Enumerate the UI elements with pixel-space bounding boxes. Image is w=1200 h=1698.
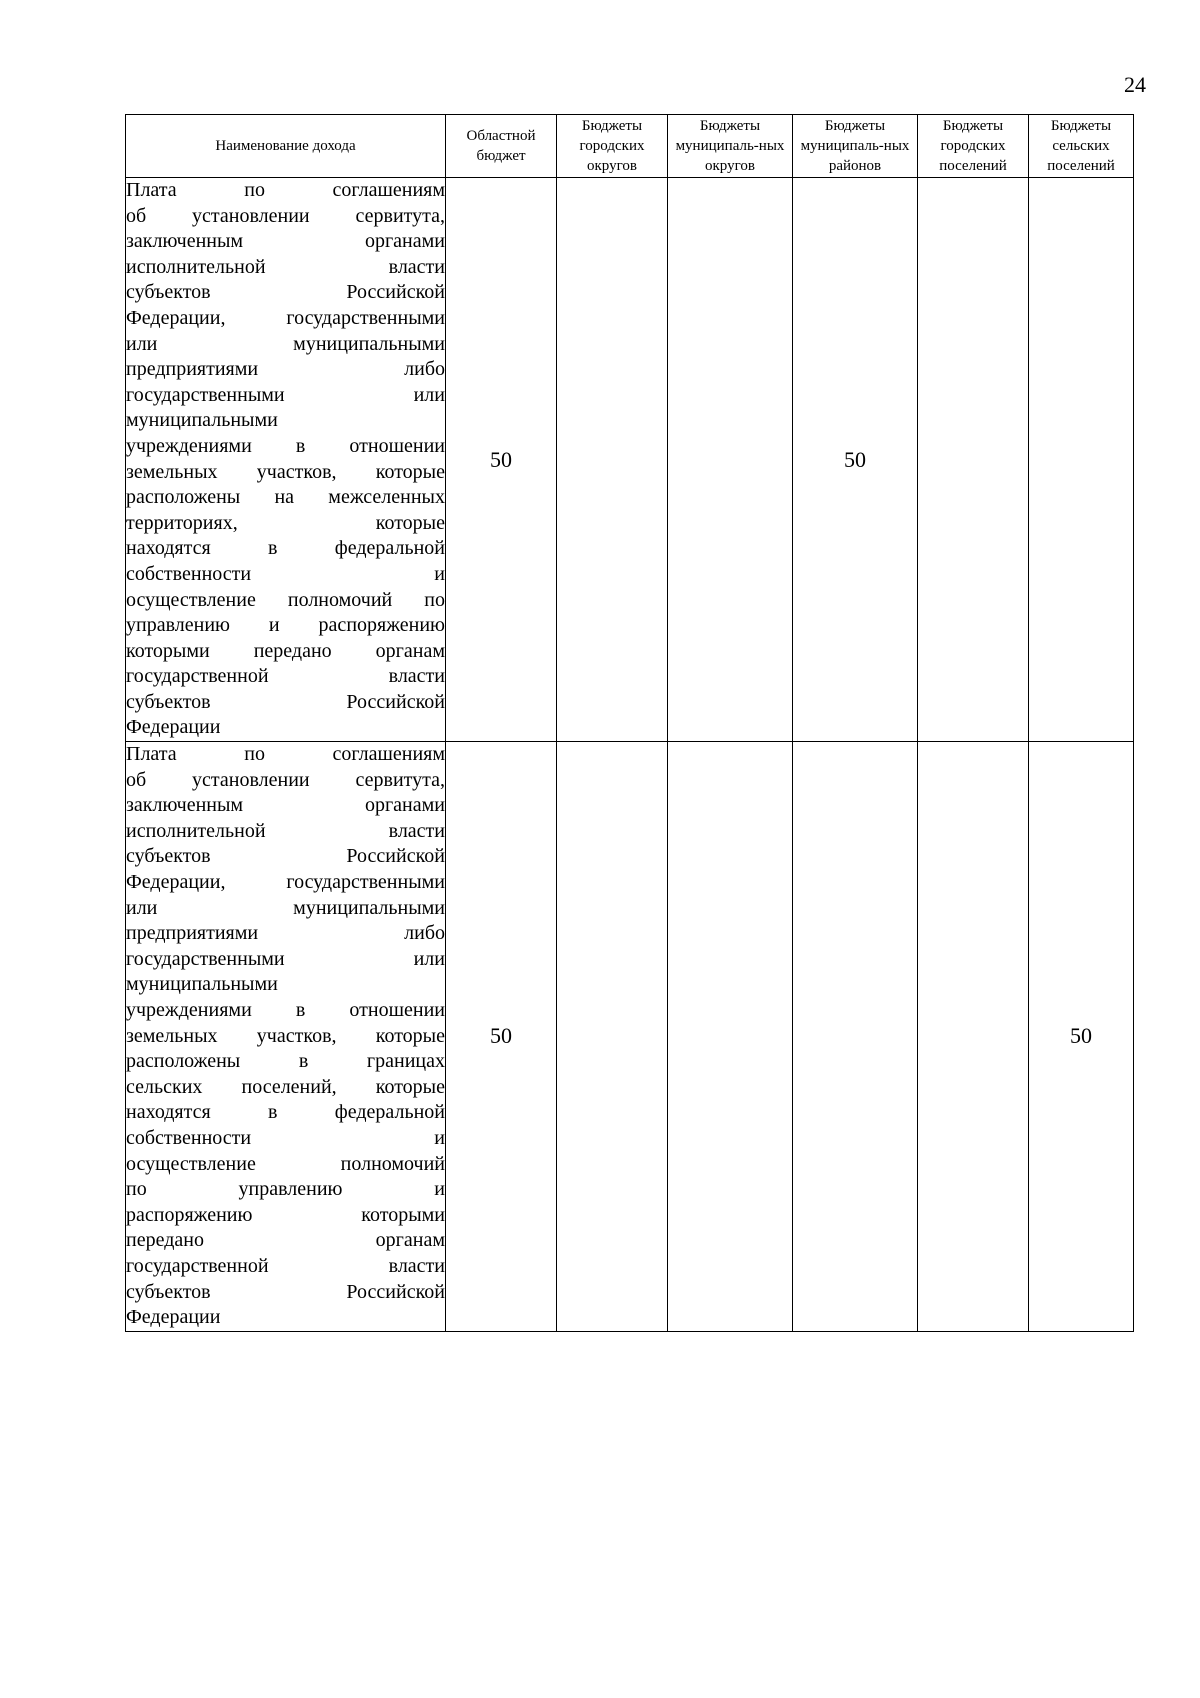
value-municipal-district-budgets	[668, 742, 793, 1332]
header-regional-budget: Областной бюджет	[446, 115, 557, 178]
revenue-name-line: государственными или	[126, 947, 445, 970]
value-municipal-area-budgets	[793, 742, 918, 1332]
value-city-district-budgets	[557, 178, 668, 742]
value-urban-settlement-budgets	[918, 178, 1029, 742]
revenue-name-line: находятся в федеральной	[126, 1101, 445, 1124]
revenue-name-line: учреждениями в отношении	[126, 434, 445, 457]
header-revenue-name: Наименование дохода	[126, 115, 446, 178]
header-municipal-district-budgets: Бюджеты муниципаль-ных округов	[668, 115, 793, 178]
revenue-distribution-table	[125, 114, 1134, 1332]
revenue-name-line: расположены в границах	[126, 1050, 445, 1073]
value-rural-settlement-budgets	[1029, 178, 1134, 742]
revenue-name-line: Федерации	[126, 1306, 221, 1329]
header-rural-settlement-budgets: Бюджеты сельских поселений	[1029, 115, 1134, 178]
revenue-name-cell	[126, 742, 446, 1332]
revenue-name-line: Федерации, государственными	[126, 871, 445, 894]
value-municipal-area-budgets: 50	[793, 178, 918, 742]
revenue-name-line: государственными или	[126, 383, 445, 406]
table-header-row	[126, 115, 1134, 178]
revenue-name-line: субъектов Российской	[126, 1280, 445, 1303]
revenue-name-line: Федерации, государственными	[126, 306, 445, 329]
revenue-name-line: сельских поселений, которые	[126, 1075, 445, 1098]
revenue-name-line: исполнительной власти	[126, 819, 445, 842]
revenue-name-line: муниципальными	[126, 973, 278, 996]
revenue-name-line: муниципальными	[126, 409, 278, 432]
revenue-name-line: государственной власти	[126, 665, 445, 688]
revenue-name-line: находятся в федеральной	[126, 537, 445, 560]
revenue-name-line: собственности и	[126, 1126, 445, 1149]
revenue-name-line: об установлении сервитута,	[126, 204, 445, 227]
revenue-name-line: заключенным органами	[126, 794, 445, 817]
revenue-name-line: субъектов Российской	[126, 845, 445, 868]
revenue-name-line: предприятиями либо	[126, 922, 445, 945]
table-row	[126, 178, 1134, 742]
header-city-district-budgets: Бюджеты городских округов	[557, 115, 668, 178]
revenue-name-line: заключенным органами	[126, 230, 445, 253]
revenue-name-line: передано органам	[126, 1229, 445, 1252]
value-regional-budget: 50	[446, 178, 557, 742]
revenue-name-line: учреждениями в отношении	[126, 999, 445, 1021]
value-municipal-district-budgets	[668, 178, 793, 742]
revenue-name-line: Федерации	[126, 716, 221, 739]
revenue-name-line: расположены на межселенных	[126, 486, 445, 509]
revenue-name-line: или муниципальными	[126, 332, 445, 355]
revenue-name-line: территориях, которые	[126, 511, 445, 534]
value-city-district-budgets	[557, 742, 668, 1332]
revenue-name-line: распоряжению которыми	[126, 1203, 445, 1226]
page-number: 24	[1124, 72, 1146, 97]
header-urban-settlement-budgets: Бюджеты городских поселений	[918, 115, 1029, 178]
revenue-name-line: Плата по соглашениям	[126, 743, 445, 766]
revenue-name-line: собственности и	[126, 562, 445, 585]
revenue-name-line: субъектов Российской	[126, 690, 445, 713]
revenue-name-line: по управлению и	[126, 1178, 445, 1201]
revenue-name-line: управлению и распоряжению	[126, 614, 445, 637]
revenue-name-line: осуществление полномочий по	[126, 588, 445, 611]
revenue-name-line: осуществление полномочий	[126, 1152, 445, 1175]
revenue-name-line: исполнительной власти	[126, 255, 445, 278]
revenue-name-line: которыми передано органам	[126, 639, 445, 662]
revenue-name-line: или муниципальными	[126, 896, 445, 919]
revenue-name-line: об установлении сервитута,	[126, 768, 445, 791]
revenue-name-line: субъектов Российской	[126, 281, 445, 304]
revenue-name-line: государственной власти	[126, 1254, 445, 1277]
revenue-name-cell	[126, 178, 446, 742]
header-municipal-area-budgets: Бюджеты муниципаль-ных районов	[793, 115, 918, 178]
table-row	[126, 742, 1134, 1332]
value-rural-settlement-budgets: 50	[1029, 742, 1134, 1332]
revenue-name-line: предприятиями либо	[126, 358, 445, 381]
value-regional-budget: 50	[446, 742, 557, 1332]
value-urban-settlement-budgets	[918, 742, 1029, 1332]
revenue-name-line: земельных участков, которые	[126, 1024, 445, 1047]
revenue-name-line: земельных участков, которые	[126, 460, 445, 483]
revenue-name-line: Плата по соглашениям	[126, 179, 445, 201]
